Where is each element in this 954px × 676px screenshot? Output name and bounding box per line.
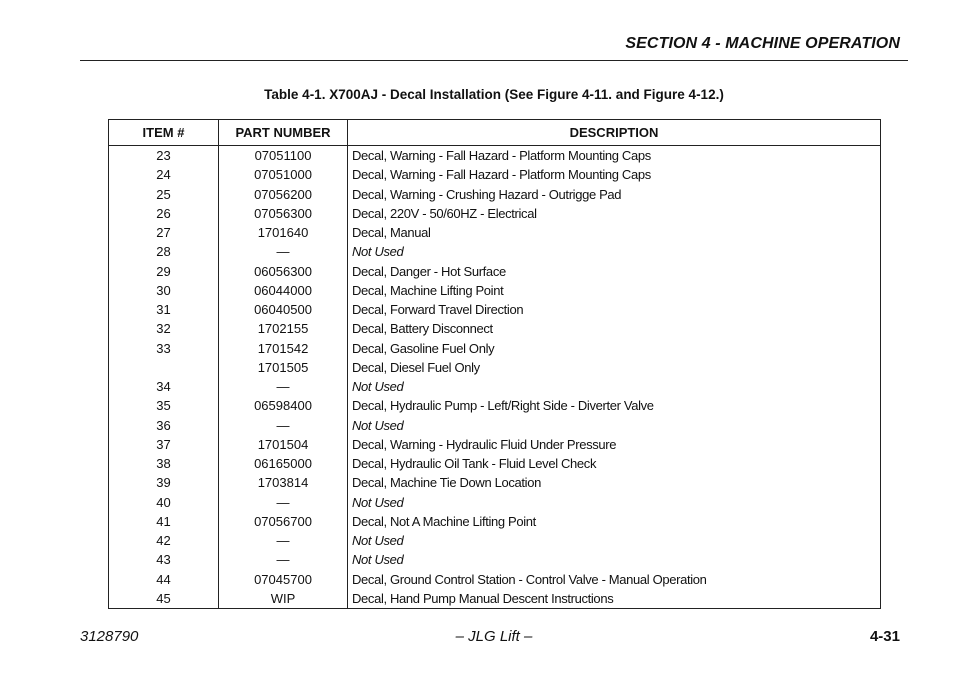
description-cell: Decal, Warning - Hydraulic Fluid Under Pressure: [348, 435, 881, 454]
description-cell: Decal, Hand Pump Manual Descent Instructions: [348, 589, 881, 609]
item-number-cell: 27: [156, 225, 171, 241]
table-row: [109, 185, 881, 204]
description-cell: Not Used: [348, 550, 881, 569]
part-number-cell: WIP: [219, 589, 348, 609]
part-number-cell: —: [219, 550, 348, 569]
part-number-cell: 07056200: [219, 185, 348, 204]
table-row: [109, 165, 881, 184]
description-cell: Decal, Not A Machine Lifting Point: [348, 512, 881, 531]
part-number-cell: 07056700: [219, 512, 348, 531]
part-number-cell: 06165000: [219, 454, 348, 473]
part-number-cell: 07045700: [219, 570, 348, 589]
item-number-cell: 29: [156, 263, 171, 279]
item-number-cell: 41: [156, 513, 171, 529]
table-row: [109, 570, 881, 589]
item-number-cell: 45: [156, 590, 171, 606]
part-number-cell: 1701504: [219, 435, 348, 454]
table-row: [109, 435, 881, 454]
description-cell: Decal, 220V - 50/60HZ - Electrical: [348, 204, 881, 223]
item-number-cell: 44: [156, 571, 171, 587]
item-number-cell: [109, 358, 219, 377]
table-body: [109, 146, 881, 609]
part-number-cell: 07051100: [219, 146, 348, 166]
description-cell: Decal, Warning - Crushing Hazard - Outrigge Pad: [348, 185, 881, 204]
table-row: [109, 242, 881, 261]
description-cell: Decal, Gasoline Fuel Only: [348, 339, 881, 358]
table-row: [109, 204, 881, 223]
table-row: [109, 416, 881, 435]
part-number-cell: 06040500: [219, 300, 348, 319]
table-row: [109, 262, 881, 281]
description-cell: Decal, Manual: [348, 223, 881, 242]
item-number-cell: 42: [156, 533, 171, 549]
document-number: 3128790: [80, 628, 139, 645]
description-cell: Decal, Ground Control Station - Control Valve - Manual Operation: [348, 570, 881, 589]
column-header-part-number: PART NUMBER: [219, 120, 348, 146]
table-row: [109, 512, 881, 531]
part-number-cell: —: [219, 493, 348, 512]
description-cell: Decal, Machine Tie Down Location: [348, 473, 881, 492]
decal-installation-table: [108, 119, 881, 609]
item-number-cell: 26: [156, 205, 171, 221]
item-number-cell: 35: [156, 398, 171, 414]
table-row: [109, 589, 881, 609]
description-cell: Decal, Warning - Fall Hazard - Platform Mounting Caps: [348, 146, 881, 166]
item-number-cell: 38: [156, 456, 171, 472]
part-number-cell: 06056300: [219, 262, 348, 281]
item-number-cell: 40: [156, 494, 171, 510]
item-number-cell: 24: [156, 167, 171, 183]
part-number-cell: 07051000: [219, 165, 348, 184]
table-caption: Table 4-1. X700AJ - Decal Installation (See Figure 4-11. and Figure 4-12.): [264, 87, 724, 102]
description-cell: Decal, Diesel Fuel Only: [348, 358, 881, 377]
item-number-cell: 39: [156, 475, 171, 491]
table-row: [109, 396, 881, 415]
description-cell: Not Used: [348, 416, 881, 435]
item-number-cell: 23: [156, 148, 171, 164]
table-row: [109, 300, 881, 319]
part-number-cell: 1703814: [219, 473, 348, 492]
description-cell: Decal, Danger - Hot Surface: [348, 262, 881, 281]
table-row: [109, 493, 881, 512]
item-number-cell: 28: [156, 244, 171, 260]
table-row: [109, 281, 881, 300]
header-divider: [80, 60, 908, 61]
item-number-cell: 31: [156, 302, 171, 318]
description-cell: Not Used: [348, 377, 881, 396]
part-number-cell: 06044000: [219, 281, 348, 300]
item-number-cell: 25: [156, 186, 171, 202]
table-row: [109, 473, 881, 492]
description-cell: Not Used: [348, 242, 881, 261]
column-header-description: DESCRIPTION: [348, 120, 881, 146]
table-row: [109, 223, 881, 242]
item-number-cell: 37: [156, 436, 171, 452]
item-number-cell: 30: [156, 282, 171, 298]
part-number-cell: 1702155: [219, 319, 348, 338]
description-cell: Not Used: [348, 531, 881, 550]
description-cell: Decal, Battery Disconnect: [348, 319, 881, 338]
table-row: [109, 550, 881, 569]
page-number: 4-31: [869, 628, 900, 645]
description-cell: Decal, Machine Lifting Point: [348, 281, 881, 300]
part-number-cell: —: [219, 416, 348, 435]
description-cell: Decal, Hydraulic Oil Tank - Fluid Level Check: [348, 454, 881, 473]
part-number-cell: 1701542: [219, 339, 348, 358]
part-number-cell: 1701505: [219, 358, 348, 377]
table-header-row: [109, 120, 881, 146]
item-number-cell: 33: [156, 340, 171, 356]
section-title: SECTION 4 - MACHINE OPERATION: [625, 35, 900, 52]
part-number-cell: —: [219, 242, 348, 261]
description-cell: Not Used: [348, 493, 881, 512]
part-number-cell: 07056300: [219, 204, 348, 223]
description-cell: Decal, Forward Travel Direction: [348, 300, 881, 319]
part-number-cell: 06598400: [219, 396, 348, 415]
table-row: [109, 358, 881, 377]
description-cell: Decal, Warning - Fall Hazard - Platform Mounting Caps: [348, 165, 881, 184]
part-number-cell: —: [219, 377, 348, 396]
part-number-cell: —: [219, 531, 348, 550]
description-cell: Decal, Hydraulic Pump - Left/Right Side - Diverter Valve: [348, 396, 881, 415]
column-header-item: ITEM #: [109, 120, 219, 146]
publisher-name: – JLG Lift –: [455, 628, 533, 645]
table-row: [109, 531, 881, 550]
table-row: [109, 377, 881, 396]
item-number-cell: 34: [156, 379, 171, 395]
table-row: [109, 146, 881, 166]
item-number-cell: 36: [156, 417, 171, 433]
item-number-cell: 43: [156, 552, 171, 568]
part-number-cell: 1701640: [219, 223, 348, 242]
table-row: [109, 319, 881, 338]
item-number-cell: 32: [156, 321, 171, 337]
table-row: [109, 339, 881, 358]
table-row: [109, 454, 881, 473]
